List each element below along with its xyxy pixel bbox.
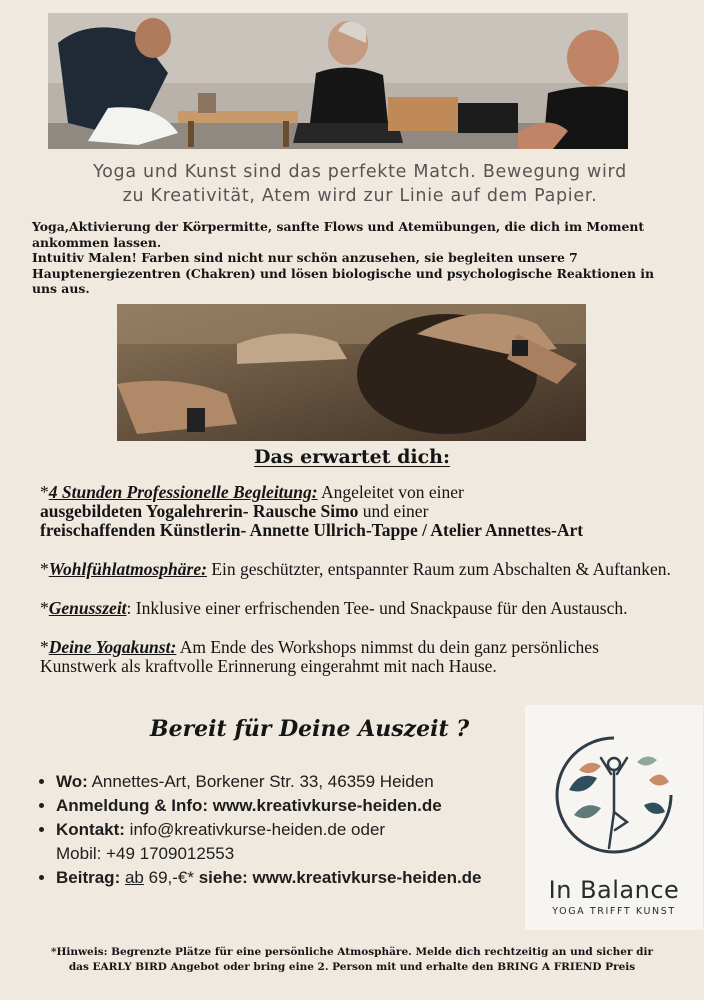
- feature-label: Deine Yogakunst:: [48, 637, 177, 657]
- workshop-photo-painting: [48, 13, 628, 149]
- intro-text: [24, 160, 696, 208]
- registration-link[interactable]: Anmeldung & Info: www.kreativkurse-heiden.de: [56, 796, 442, 815]
- footnote-line-2: das EARLY BIRD Angebot oder bring eine 2. Person mit und erhalte den BRING A FRIEND Preis: [68, 961, 636, 973]
- intro-line-1: Yoga und Kunst sind das perfekte Match. Bewegung wird: [93, 162, 627, 182]
- section-heading: [0, 446, 704, 468]
- cta-heading: Bereit für Deine Auszeit ?: [150, 716, 470, 742]
- info-item-location: [56, 770, 566, 794]
- info-item-registration: [56, 794, 566, 818]
- features-list: [40, 483, 680, 696]
- feature-text: Ein geschützter, entspannter Raum zum Abschalten & Auftanken.: [206, 559, 671, 579]
- info-item-contact: [56, 818, 566, 866]
- contact-phone[interactable]: Mobil: +49 1709012553: [56, 844, 235, 863]
- feature-text: : Inklusive einer erfrischenden Tee- und Snackpause für den Austausch.: [126, 598, 628, 618]
- feature-text: Angeleitet von einer: [317, 482, 464, 502]
- price-link[interactable]: siehe: www.kreativkurse-heiden.de: [198, 868, 482, 887]
- description-line-2: ankommen lassen.: [32, 234, 162, 250]
- heading-text: Das erwartet dich:: [253, 446, 451, 468]
- feature-label: Wohlfühlatmosphäre:: [48, 559, 207, 579]
- intro-line-2: zu Kreativität, Atem wird zur Linie auf dem Papier.: [122, 186, 598, 206]
- feature-label: Genusszeit: [48, 598, 127, 618]
- info-label: Kontakt:: [56, 820, 125, 839]
- info-list: [30, 770, 566, 890]
- feature-bold-text: ausgebildeten Yogalehrerin- Rausche Simo: [40, 501, 359, 521]
- feature-item: *Genusszeit: Inklusive einer erfrischenden Tee- und Snackpause für den Austausch.: [40, 598, 628, 618]
- price-value: 69,-€*: [143, 868, 199, 887]
- yoga-tree-pose-icon: [549, 730, 679, 860]
- brand-title: In Balance: [548, 876, 680, 904]
- feature-text: und einer: [358, 501, 429, 521]
- price-prefix: ab: [124, 868, 144, 887]
- description-line-3: Intuitiv Malen! Farben sind nicht nur schön anzusehen, sie begleiten unsere 7: [32, 250, 578, 265]
- feature-item: *Wohlfühlatmosphäre: Ein geschützter, entspannter Raum zum Abschalten & Auftanken.: [40, 559, 671, 579]
- info-item-price: [56, 866, 566, 890]
- program-description: [32, 219, 687, 297]
- contact-email[interactable]: info@kreativkurse-heiden.de oder: [124, 820, 386, 839]
- description-line-4: Hauptenergiezentren (Chakren) und lösen biologische und psychologische Reaktionen in: [32, 265, 655, 281]
- footnote-line-1: *Hinweis: Begrenzte Plätze für eine persönliche Atmosphäre. Melde dich rechtzeitig an und sicher dir: [50, 946, 654, 958]
- footnote: [20, 945, 684, 975]
- feature-item: *Deine Yogakunst: Am Ende des Workshops nimmst du dein ganz persönliches Kunstwerk als kraftvolle Erinnerung eingerahmt mit nach Hause.: [40, 637, 599, 676]
- yoga-stretch-photo: [117, 304, 586, 441]
- brand-subtitle: YOGA TRIFFT KUNST: [552, 906, 676, 917]
- info-value: Annettes-Art, Borkener Str. 33, 46359 Heiden: [87, 772, 434, 791]
- feature-bold-text: freischaffenden Künstlerin- Annette Ullrich-Tappe / Atelier Annettes-Art: [40, 520, 584, 540]
- description-line-5: uns aus.: [32, 281, 90, 296]
- brand-logo-card: [525, 705, 703, 930]
- description-line-1: Yoga,Aktivierung der Körpermitte, sanfte Flows und Atemübungen, die dich im Moment: [32, 219, 645, 234]
- feature-text: Am Ende des Workshops nimmst du dein ganz persönliches Kunstwerk als kraftvolle Erinnerung eingerahmt mit nach Hause.: [40, 637, 599, 676]
- feature-label: 4 Stunden Professionelle Begleitung:: [48, 482, 318, 502]
- info-label: Wo:: [56, 772, 88, 791]
- info-label: Beitrag:: [56, 868, 121, 887]
- feature-item: *4 Stunden Professionelle Begleitung: Angeleitet von einer ausgebildeten Yogalehrerin- Rausche Simo und einer freischaffenden Künstlerin- Annette Ullrich-Tappe / Atelier Annettes-Art: [40, 482, 584, 540]
